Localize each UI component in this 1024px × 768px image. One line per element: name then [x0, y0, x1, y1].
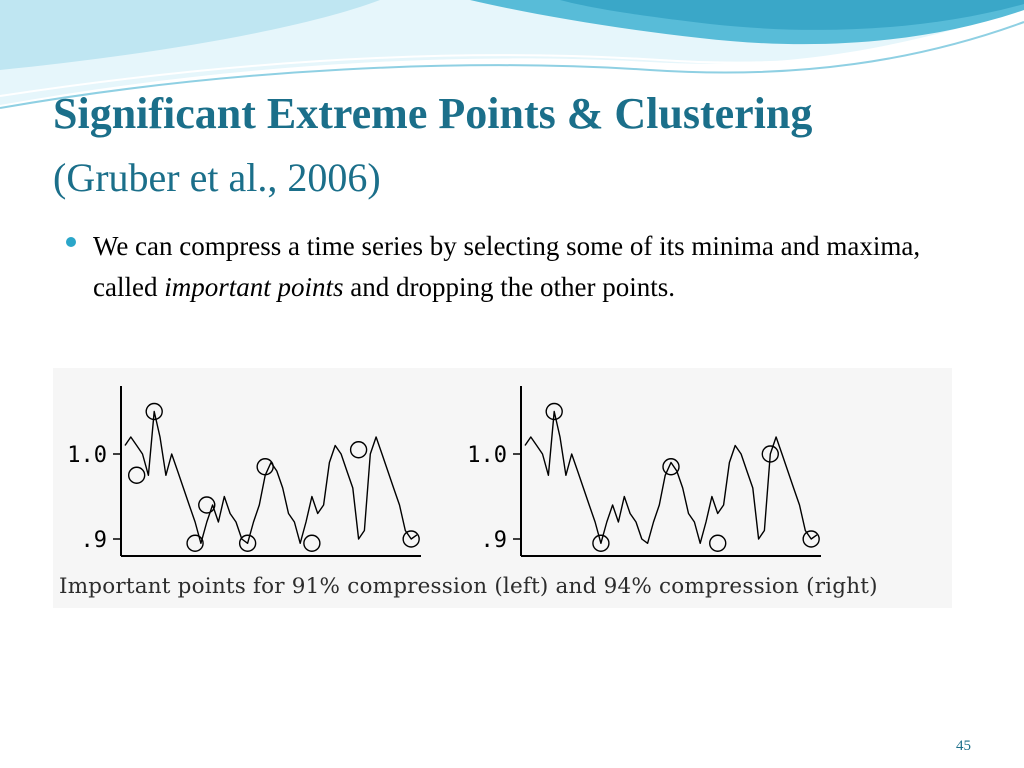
y-tick-label: 1.0 — [67, 443, 107, 468]
bullet-text — [93, 226, 983, 308]
bullet-text-part1: We can compress a time series by selecting some of its minima and maxima, called — [93, 231, 921, 302]
important-point-marker — [304, 535, 320, 551]
important-point-marker — [710, 535, 726, 551]
important-point-marker — [129, 467, 145, 483]
bullet-text-part2: and dropping the other points. — [343, 272, 675, 302]
y-tick-label: .9 — [80, 528, 107, 553]
y-tick-label: .9 — [480, 528, 507, 553]
important-point-marker — [351, 442, 367, 458]
slide-subtitle: (Gruber et al., 2006) — [53, 155, 381, 200]
series-line — [125, 412, 417, 544]
important-point-marker — [257, 459, 273, 475]
chart-left-91-percent — [53, 368, 473, 568]
bullet-text-italic: important points — [164, 272, 344, 302]
bullet-dot-icon — [66, 237, 76, 247]
slide-title: Significant Extreme Points & Clustering — [53, 89, 813, 138]
figure-caption: Important points for 91% compression (left) and 94% compression (right) — [59, 574, 878, 599]
chart-right-94-percent — [453, 368, 873, 568]
page-number: 45 — [956, 738, 971, 754]
y-tick-label: 1.0 — [467, 443, 507, 468]
important-point-marker — [663, 459, 679, 475]
compression-figure — [53, 368, 952, 608]
series-line — [525, 412, 817, 544]
